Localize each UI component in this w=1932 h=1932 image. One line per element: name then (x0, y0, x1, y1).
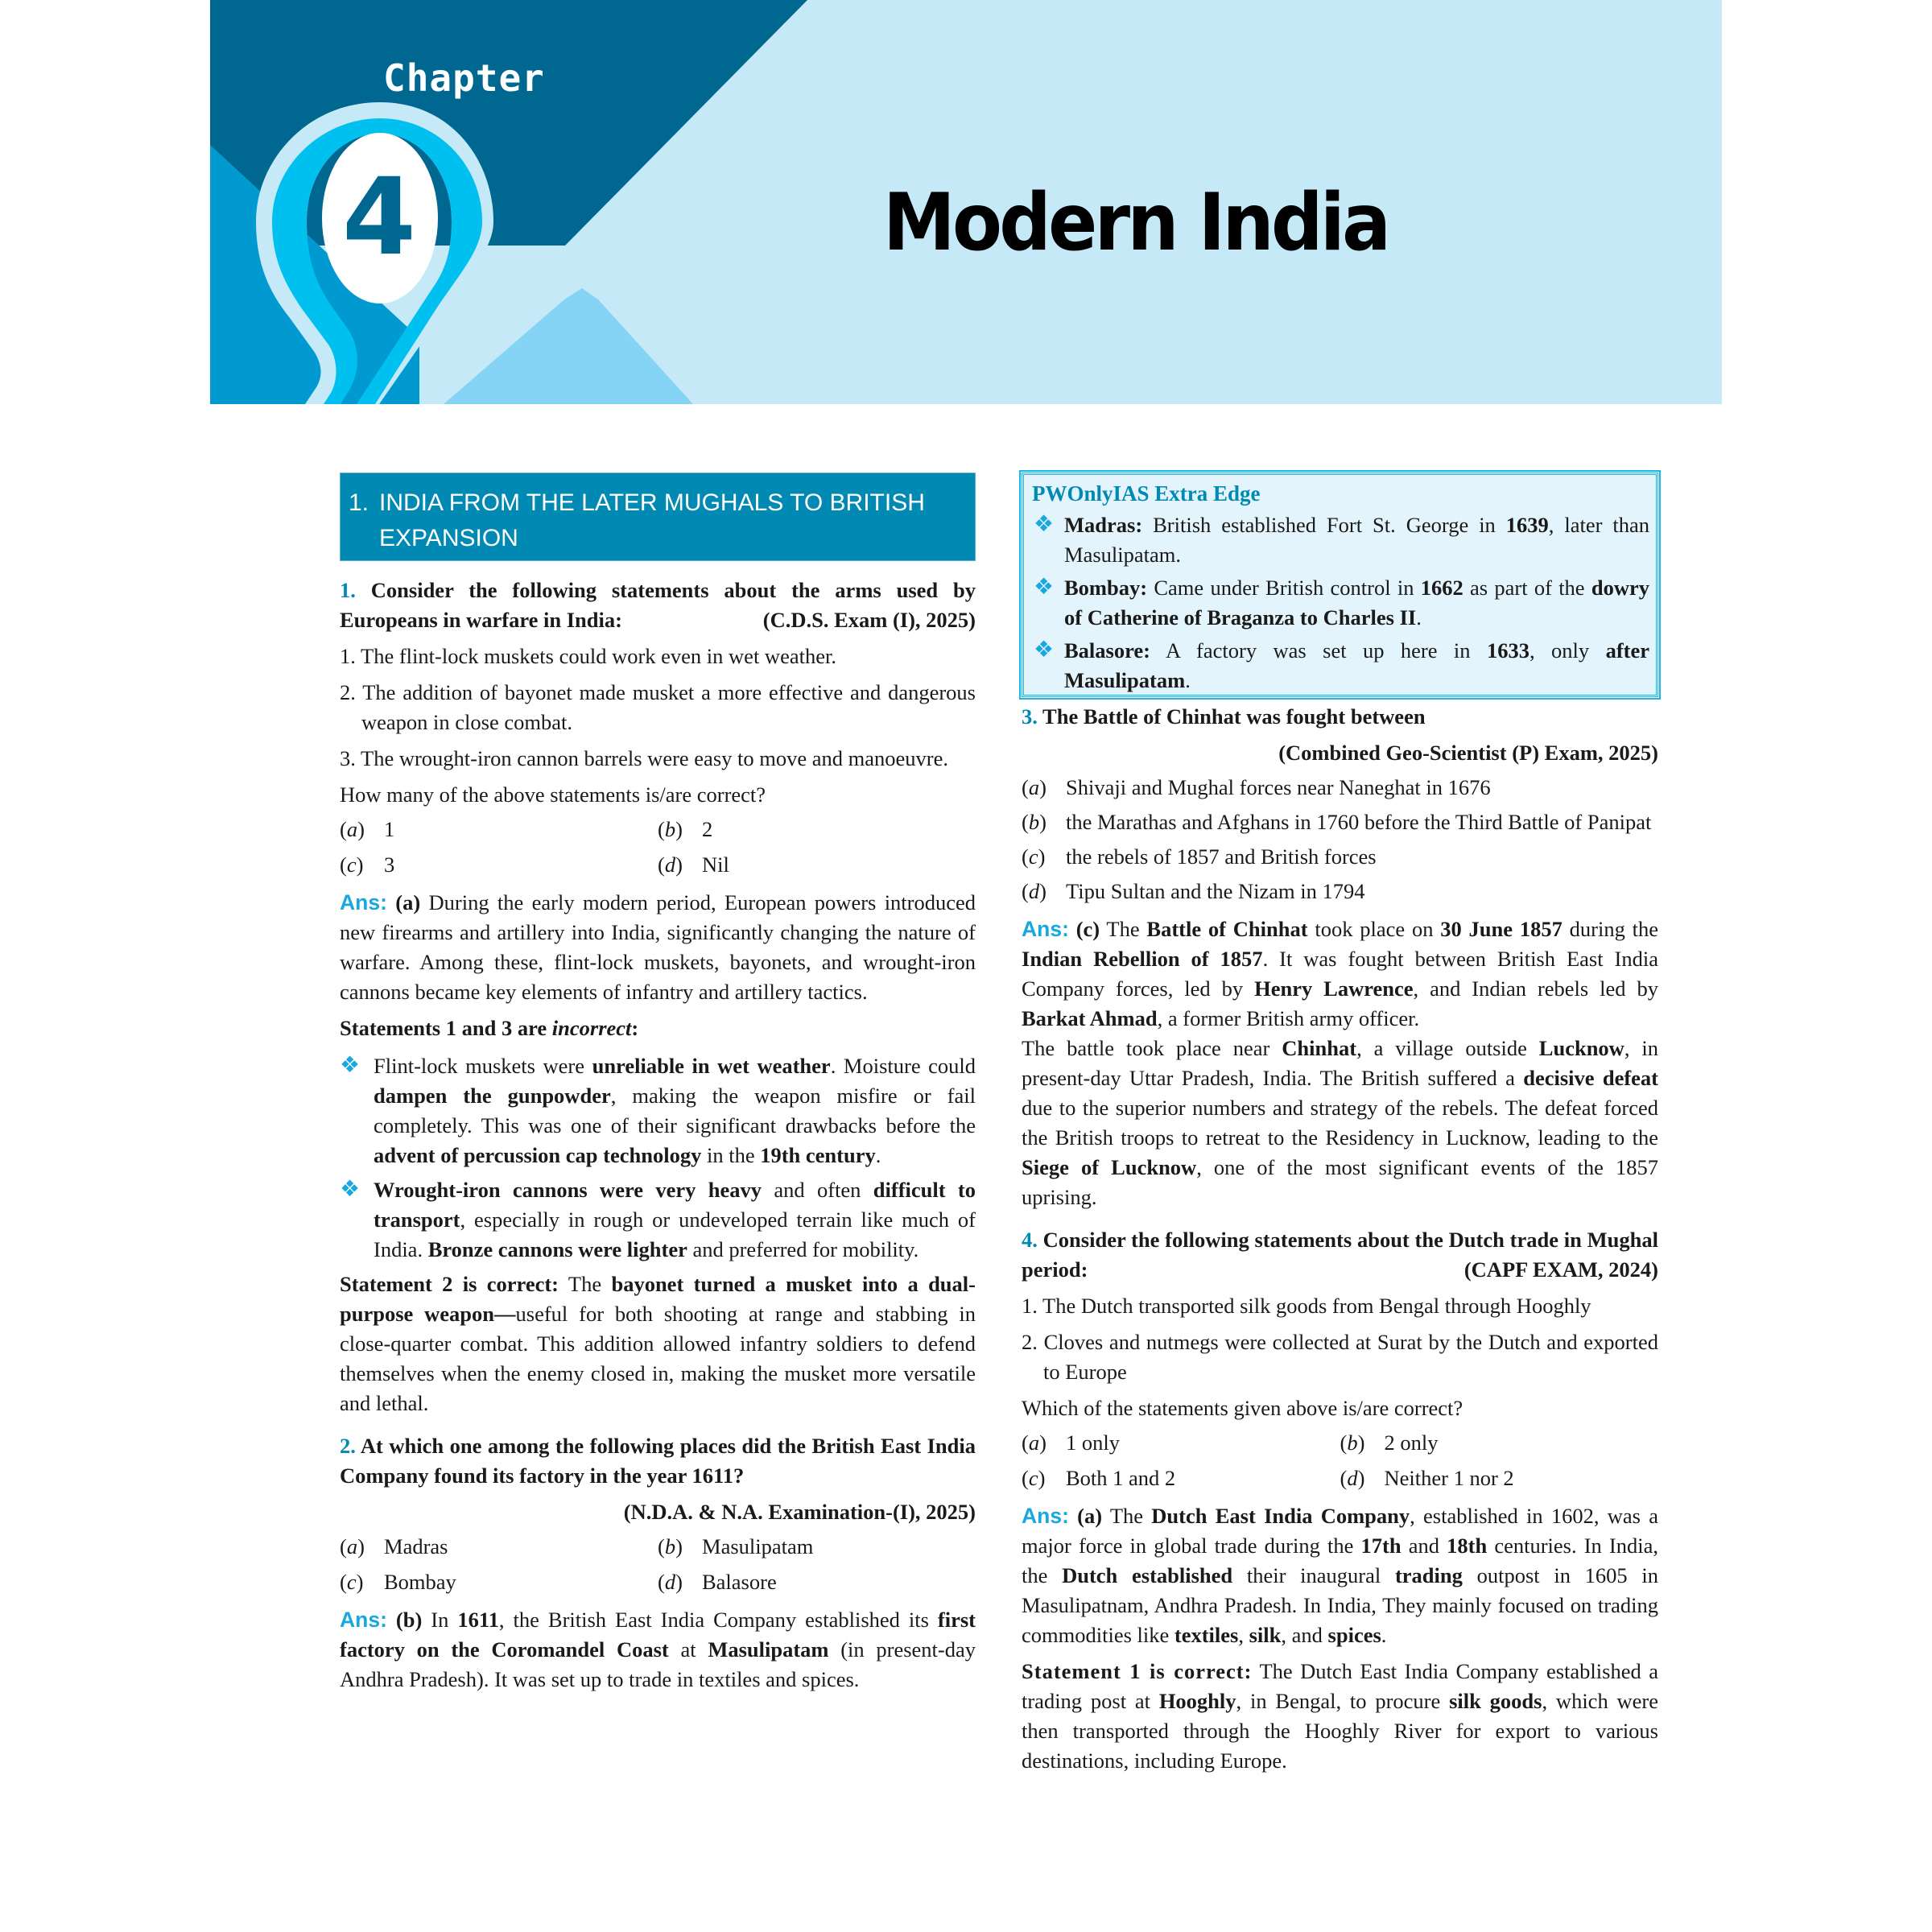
left-column (340, 473, 976, 1695)
right-column (1022, 473, 1658, 1776)
option-a[interactable]: (a) Shivaji and Mughal forces near Naneghat in 1676 (1022, 775, 1491, 799)
option-b[interactable]: (b) the Marathas and Afghans in 1760 before the Third Battle of Panipat (1022, 810, 1652, 834)
question-4 (1022, 1225, 1658, 1776)
question-stem (1022, 702, 1658, 732)
option-d[interactable]: (d) Nil (658, 852, 729, 877)
section-title-line2: EXPANSION (379, 525, 518, 551)
explanation-bullets (340, 1051, 976, 1265)
extra-edge-title: PWOnlyIAS Extra Edge (1032, 481, 1261, 506)
bullet-item: ❖ Wrought-iron cannons were very heavy and often difficult to transport, especially in rough or undeveloped terrain like much of India. Bronze cannons were lighter and preferred for mobility. (340, 1175, 976, 1265)
question-stem (340, 576, 976, 635)
extra-edge-box (1022, 473, 1658, 697)
option-d[interactable]: (d) Balasore (658, 1570, 777, 1594)
answer (340, 888, 976, 1007)
answer-text: During the early modern period, European powers introduced new firearms and artillery into India, significantly changing the nature of warfare. Among these, flint-lock muskets, bayonets, and wrought-iron cannons became key elements of infantry and artillery tactics. (340, 890, 976, 1004)
option-b[interactable]: (b) Masulipatam (658, 1534, 814, 1558)
bullet-item: ❖ Flint-lock muskets were unreliable in wet weather. Moisture could dampen the gunpowder, making the weapon misfire or fail completely. This was one of their significant drawbacks before the advent of percussion cap technology in the 19th century. (340, 1051, 976, 1170)
diamond-bullet-icon: ❖ (1034, 512, 1055, 537)
option-a[interactable]: (a) 1 only (1022, 1430, 1120, 1455)
diamond-bullet-icon: ❖ (340, 1053, 361, 1078)
question-text: The Battle of Chinhat was fought between (1042, 704, 1426, 729)
answer-choice: (a) (395, 890, 421, 914)
answer-label: Ans: (1022, 917, 1069, 941)
answer: Ans: (b) In 1611, the British East India Company established its first factory on the Coromandel Coast at Masulipatam (in present-day Andhra Pradesh). It was set up to trade in textiles and spices. (340, 1608, 976, 1691)
section-number: 1. (349, 489, 369, 516)
section-title-line1: INDIA FROM THE LATER MUGHALS TO BRITISH (379, 489, 925, 516)
statement-3: 3. The wrought-iron cannon barrels were easy to move and manoeuvre. (340, 746, 948, 770)
exam-source: (Combined Geo-Scientist (P) Exam, 2025) (1278, 741, 1658, 765)
option-b[interactable]: (b) 2 (658, 817, 713, 841)
question-text: Consider the following statements about the Dutch trade in Mughal period: (1022, 1228, 1659, 1282)
exam-source: (N.D.A. & N.A. Examination-(I), 2025) (623, 1500, 976, 1524)
question-2 (340, 1431, 976, 1695)
option-b[interactable]: (b) 2 only (1340, 1430, 1439, 1455)
incorrect-heading: Statements 1 and 3 are incorrect: (340, 1016, 639, 1040)
chapter-label: Chapter (383, 56, 545, 100)
chapter-number: 4 (342, 155, 416, 279)
statement-1: 1. The Dutch transported silk goods from Bengal through Hooghly (1022, 1294, 1591, 1318)
option-c[interactable]: (c) Both 1 and 2 (1022, 1466, 1176, 1490)
question-stem (340, 1431, 976, 1491)
question-3 (1022, 702, 1658, 1212)
extra-edge-item: ❖ Bombay: Came under British control in 1662 as part of the dowry of Catherine of Braganza to Charles II. (1032, 573, 1649, 633)
options (340, 815, 976, 880)
diamond-bullet-icon: ❖ (1034, 638, 1055, 663)
answer: Ans: (c) The Battle of Chinhat took place on 30 June 1857 during the Indian Rebellion of 1857. It was fought between British East India Company forces, led by Henry Lawrence, and Indian rebels led by Barkat Ahmad, a former British army officer. (1022, 917, 1658, 1030)
question-number: 1. (340, 578, 356, 602)
question-number: 2. (340, 1434, 356, 1458)
chapter-title: Modern India (883, 177, 1389, 269)
answer-choice: (b) (395, 1608, 423, 1632)
option-d[interactable]: (d) Neither 1 nor 2 (1340, 1466, 1514, 1490)
diamond-bullet-icon: ❖ (1034, 575, 1055, 600)
option-a[interactable]: (a) 1 (340, 817, 395, 841)
section-header (340, 473, 976, 561)
statement-2: 2. The addition of bayonet made musket a more effective and dangerous weapon in close combat. (340, 680, 976, 734)
extra-edge-list (1032, 510, 1649, 696)
question-1 (340, 576, 976, 1418)
options (1022, 1428, 1658, 1493)
statement-1: 1. The flint-lock muskets could work even in wet weather. (340, 644, 836, 668)
exam-source: (CAPF EXAM, 2024) (1463, 1257, 1658, 1282)
question-text: At which one among the following places did the British East India Company found its factory in the year 1611? (340, 1434, 976, 1488)
correct-statement-para: Statement 1 is correct: The Dutch East India Company established a trading post at Hooghly, in Bengal, to procure silk goods, which were then transported through the Hooghly River for export to various destinations, including Europe. (1022, 1659, 1658, 1773)
extra-edge-item: ❖ Madras: British established Fort St. George in 1639, later than Masulipatam. (1032, 510, 1649, 570)
answer: Ans: (a) The Dutch East India Company, established in 1602, was a major force in global trade during the 17th and 18th centuries. In India, the Dutch established their inaugural trading outpost in 1605 in Masulipatnam, Andhra Pradesh. In India, They mainly focused on trading commodities like textiles, silk, and spices. (1022, 1504, 1659, 1647)
diamond-bullet-icon: ❖ (340, 1177, 361, 1202)
question-number: 4. (1022, 1228, 1038, 1252)
statement-2: 2. Cloves and nutmegs were collected at Surat by the Dutch and exported to Europe (1022, 1330, 1658, 1384)
correct-statement-para: Statement 2 is correct: The bayonet turned a musket into a dual-purpose weapon—useful for both shooting at range and stabbing in close-quarter combat. This addition allowed infantry soldiers to defend themselves when the enemy closed in, making the musket more versatile and lethal. (340, 1272, 976, 1415)
option-c[interactable]: (c) Bombay (340, 1570, 456, 1594)
answer-label: Ans: (340, 1608, 387, 1632)
options (340, 1532, 976, 1597)
question-number: 3. (1022, 704, 1038, 729)
answer-choice: (c) (1075, 917, 1100, 941)
answer-para-2: The battle took place near Chinhat, a village outside Lucknow, in present-day Uttar Pradesh, India. The British suffered a decisive defeat due to the superior numbers and strategy of the rebels. The defeat forced the British troops to retreat to the Residency in Lucknow, leading to the Siege of Lucknow, one of the most significant events of the 1857 uprising. (1022, 1036, 1658, 1209)
extra-edge-item: ❖ Balasore: A factory was set up here in 1633, only after Masulipatam. (1032, 636, 1649, 696)
option-c[interactable]: (c) 3 (340, 852, 395, 877)
option-c[interactable]: (c) the rebels of 1857 and British forces (1022, 844, 1377, 869)
answer-choice: (a) (1077, 1504, 1103, 1528)
chapter-banner (210, 0, 1722, 404)
option-d[interactable]: (d) Tipu Sultan and the Nizam in 1794 (1022, 879, 1365, 903)
question-text: Consider the following statements about the arms used by Europeans in warfare in India: (340, 578, 976, 632)
exam-source: (C.D.S. Exam (I), 2025) (762, 608, 976, 632)
question-ask: Which of the statements given above is/are correct? (1022, 1396, 1463, 1420)
question-stem (1022, 1225, 1658, 1285)
answer-label: Ans: (340, 890, 387, 914)
question-ask: How many of the above statements is/are correct? (340, 782, 766, 807)
answer-label: Ans: (1022, 1504, 1069, 1528)
option-a[interactable]: (a) Madras (340, 1534, 448, 1558)
